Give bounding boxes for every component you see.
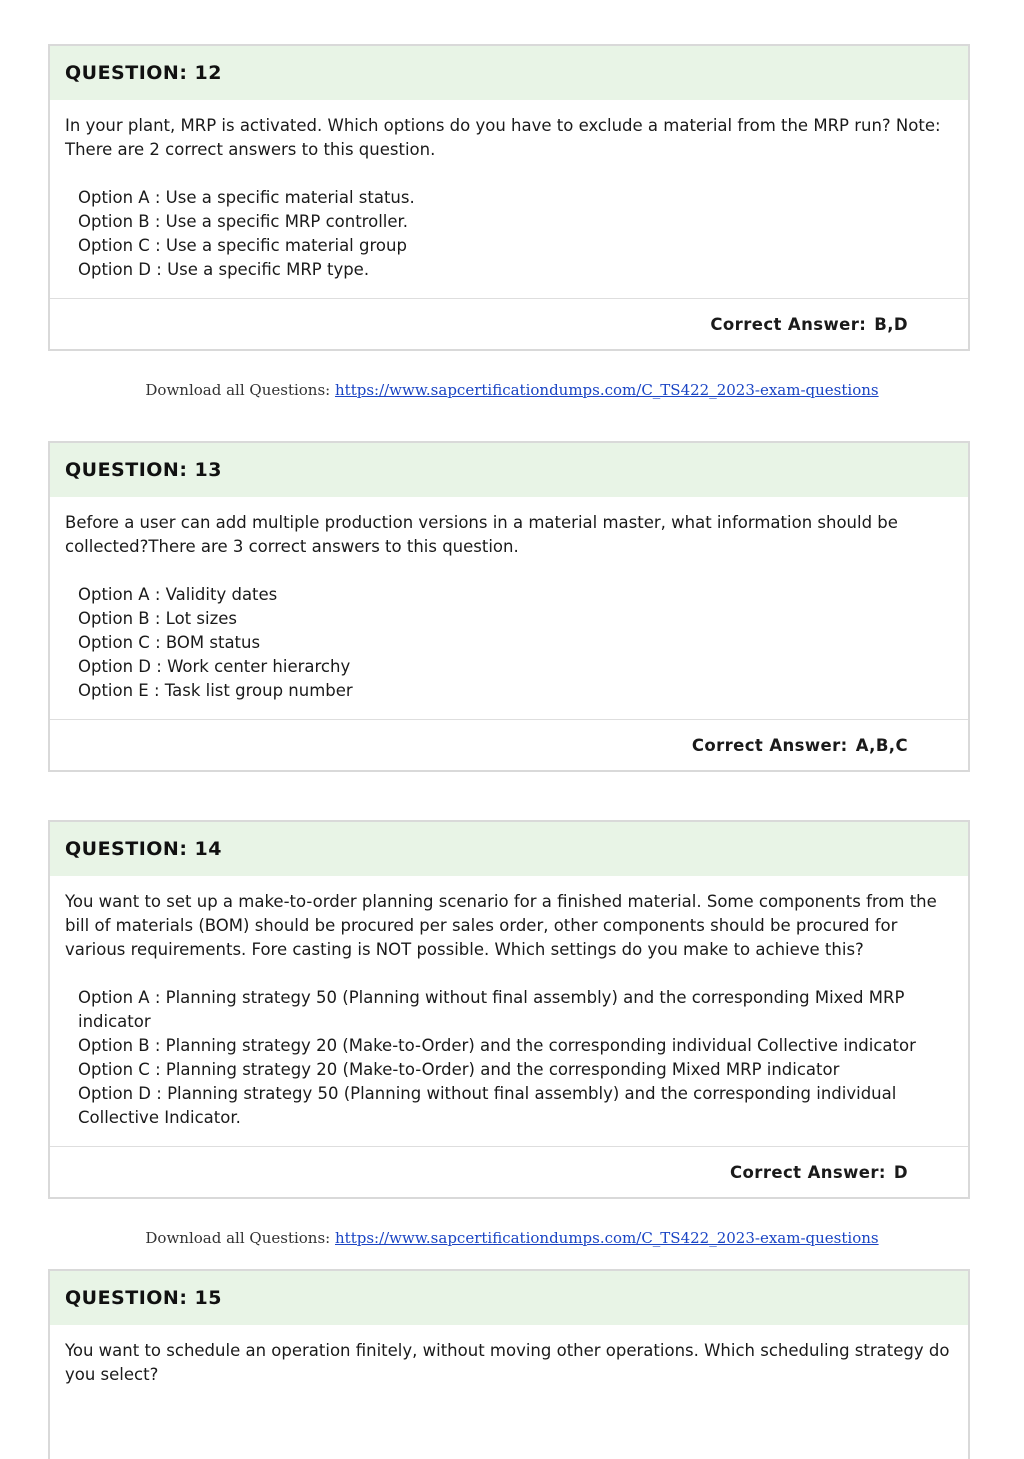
download-label: Download all Questions:: [145, 381, 331, 399]
question-text: You want to schedule an operation finitely, without moving other operations. Which scheduling strategy do you select?: [65, 1341, 950, 1384]
option-a: Option A : Planning strategy 50 (Planning without final assembly) and the corresponding Mixed MRP indicator: [78, 988, 905, 1031]
option-list: [65, 986, 953, 1130]
option-d: Option D : Use a specific MRP type.: [78, 260, 370, 279]
download-label: Download all Questions:: [145, 1229, 331, 1247]
answer-label: Correct Answer:: [710, 314, 867, 334]
question-card-15: [48, 1269, 970, 1459]
answer-row: [50, 298, 968, 349]
option-c: Option C : Use a specific material group: [78, 236, 407, 255]
answer-label: Correct Answer:: [730, 1162, 886, 1182]
option-c: Option C : Planning strategy 20 (Make-to-Order) and the corresponding Mixed MRP indicator: [78, 1060, 840, 1079]
question-card-14: [48, 820, 970, 1199]
option-b: Option B : Use a specific MRP controller.: [78, 212, 409, 231]
question-heading: QUESTION: 15: [50, 1271, 968, 1325]
download-line: [0, 1229, 1024, 1247]
option-a: Option A : Use a specific material status.: [78, 188, 415, 207]
answer-label: Correct Answer:: [691, 735, 848, 755]
answer-value: B,D: [874, 314, 908, 334]
question-text: Before a user can add multiple production versions in a material master, what information should be collected?There are 3 correct answers to this question.: [65, 513, 898, 556]
question-card-12: [48, 44, 970, 351]
option-list: [65, 186, 953, 282]
option-d: Option D : Work center hierarchy: [78, 657, 351, 676]
question-heading: QUESTION: 13: [50, 443, 968, 497]
option-c: Option C : BOM status: [78, 633, 261, 652]
answer-row: [50, 719, 968, 770]
question-text: In your plant, MRP is activated. Which options do you have to exclude a material from the MRP run? Note: There are 2 correct answers to this question.: [65, 116, 941, 159]
download-link[interactable]: https://www.sapcertificationdumps.com/C_TS422_2023-exam-questions: [335, 381, 879, 399]
download-link[interactable]: https://www.sapcertificationdumps.com/C_TS422_2023-exam-questions: [335, 1229, 879, 1247]
download-line: [0, 381, 1024, 399]
option-d: Option D : Planning strategy 50 (Planning without final assembly) and the corresponding individual Collective Indicator.: [78, 1084, 897, 1127]
question-heading: QUESTION: 12: [50, 46, 968, 100]
question-text: You want to set up a make-to-order planning scenario for a finished material. Some components from the bill of materials (BOM) should be procured per sales order, other components should be procured for various requirements. Fore casting is NOT possible. Which settings do you make to achieve this?: [65, 892, 937, 959]
option-b: Option B : Lot sizes: [78, 609, 237, 628]
answer-value: A,B,C: [855, 735, 908, 755]
question-card-13: [48, 441, 970, 772]
question-heading: QUESTION: 14: [50, 822, 968, 876]
answer-value: D: [893, 1162, 908, 1182]
answer-row: [50, 1146, 968, 1197]
option-list: [65, 583, 953, 703]
option-a: Option A : Validity dates: [78, 585, 278, 604]
option-e: Option E : Task list group number: [78, 681, 353, 700]
option-b: Option B : Planning strategy 20 (Make-to-Order) and the corresponding individual Collective indicator: [78, 1036, 916, 1055]
